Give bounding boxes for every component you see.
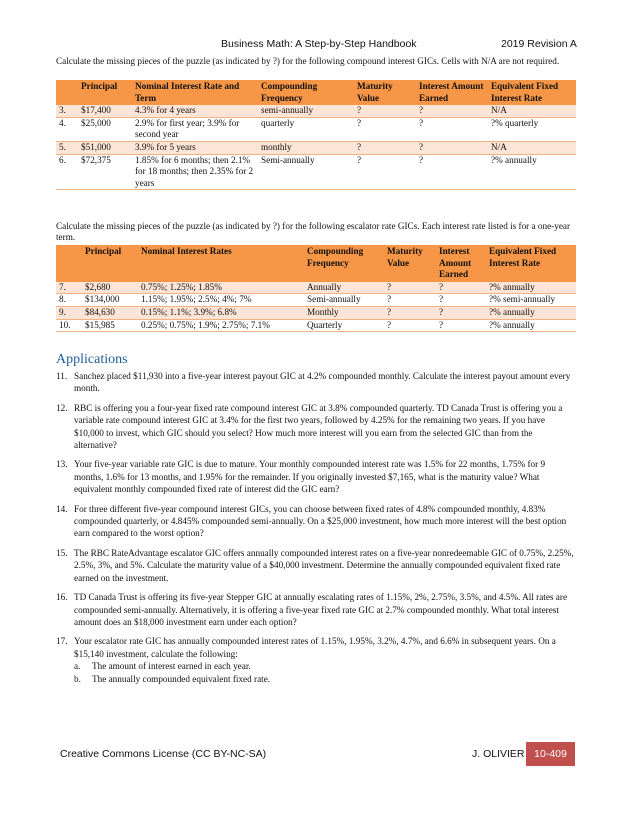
page-footer [0,742,630,766]
col-header [56,245,82,282]
col-header-compounding: Compounding Frequency [258,80,354,105]
cell: 0.15%; 1.1%; 3.9%; 6.8% [138,306,304,319]
escalator-gic-table [56,245,576,332]
table-row [56,294,576,307]
cell: ? [354,141,416,154]
cell: Annually [304,282,384,294]
cell: ?% annually [488,154,576,190]
question-text: Sanchez placed $11,930 into a five-year interest payout GIC at 4.2% compounded monthly. Calculate the interest payout amount every month. [74,371,571,394]
cell: ? [416,117,488,141]
cell: N/A [488,105,576,117]
col-header-maturity: Maturity Value [384,245,436,282]
cell: ? [436,282,486,294]
cell: 1.85% for 6 months; then 2.1% for 18 months; then 2.35% for 2 years [132,154,258,190]
cell: 3. [56,105,78,117]
cell: ?% annually [486,282,576,294]
col-header-equivalent: Equivalent Fixed Interest Rate [486,245,576,282]
table-row [56,154,576,190]
question-16 [56,591,576,628]
subitem-b [74,673,576,685]
cell: $84,630 [82,306,138,319]
question-text: TD Canada Trust is offering its five-year Stepper GIC at annually escalating rates of 1.15%, 2%, 2.75%, 3.5%, and 4.5%. All rates are compounded semi-annually. Alternatively, it is offering a five-year fixed rate GIC at 2.7% compounded monthly. What total interest amount does an $18,000 investment earn under each option? [74,592,568,627]
cell: $72,375 [78,154,132,190]
cell: Monthly [304,306,384,319]
cell: $25,000 [78,117,132,141]
cell: 5. [56,141,78,154]
question-number: 12. [56,402,68,413]
col-header-interest: Interest Amount Earned [436,245,486,282]
cell: 4.3% for 4 years [132,105,258,117]
question-number: 14. [56,503,68,514]
table-row [56,105,576,117]
question-body: Your escalator rate GIC has annually compounded interest rates of 1.15%, 1.95%, 3.2%, 4.7%, and 6.6% in subsequent years. On a $15,140 investment, calculate the following: [74,636,556,659]
cell: ? [436,319,486,332]
cell: ?% annually [486,319,576,332]
cell: ? [354,105,416,117]
cell: Quarterly [304,319,384,332]
section1-intro: Calculate the missing pieces of the puzzle (as indicated by ?) for the following compound interest GICs. Cells with N/A are not required. [56,56,560,66]
question-12 [56,402,576,452]
cell: ?% quarterly [488,117,576,141]
cell: 0.75%; 1.25%; 1.85% [138,282,304,294]
table-row [56,141,576,154]
cell: 4. [56,117,78,141]
cell: $134,000 [82,294,138,307]
cell: ? [416,141,488,154]
cell: ? [384,319,436,332]
cell: ? [384,294,436,307]
question-text: The RBC RateAdvantage escalator GIC offers annually compounded interest rates on a five-year nonredeemable GIC of 0.75%, 2.25%, 2.5%, 3%, and 5%. Calculate the maturity value of a $40,000 investment. Determine the annually compounded equivalent fixed rate earned on the investment. [74,547,574,583]
cell: 3.9% for 5 years [132,141,258,154]
cell: 2.9% for first year; 3.9% for second year [132,117,258,141]
col-header-principal: Principal [78,80,132,105]
cell: 0.25%; 0.75%; 1.9%; 2.75%; 7.1% [138,319,304,332]
col-header-rates: Nominal Interest Rates [138,245,304,282]
table-row [56,117,576,141]
table-header-row [56,245,576,282]
table-row [56,282,576,294]
applications-heading: Applications [56,352,128,367]
cell: monthly [258,141,354,154]
book-title: Business Math: A Step-by-Step Handbook [221,38,417,50]
cell: 7. [56,282,82,294]
cell: ? [436,294,486,307]
col-header-compounding: Compounding Frequency [304,245,384,282]
cell: $51,000 [78,141,132,154]
question-11 [56,370,576,395]
question-text: For three different five-year compound interest GICs, you can choose between fixed rates of 4.8% compounded monthly, 4.83% compounded quarterly, or 4.845% compounded semi-annually. On a $25,000 investment, how much more interest will the best option earn compared to the worst option? [74,503,567,539]
cell: ? [354,117,416,141]
subitem-text: The annually compounded equivalent fixed rate. [92,673,271,684]
question-text: Your five-year variable rate GIC is due to mature. Your monthly compounded interest rate was 1.5% for 22 months, 1.75% for 9 months, 1.6% for 13 months, and 1.95% for the remainder. If you originally invested $7,165, what is the maturity value? What equivalent monthly compounded fixed rate of interest did the GIC earn? [74,459,546,495]
cell: ? [416,154,488,190]
cell: 9. [56,306,82,319]
question-text: RBC is offering you a four-year fixed rate compound interest GIC at 3.8% compounded quarterly. TD Canada Trust is offering you a variable rate compound interest GIC at 3.4% for the first two years, followed by 4.25% for the remaining two years. If you have $10,000 to invest, which GIC should you select? How much more interest will you earn from the selected GIC than from the alternative? [74,402,563,451]
question-17 [56,635,576,685]
page-number: 10-409 [526,742,575,766]
question-number: 11. [56,371,68,381]
cell: Semi-annually [258,154,354,190]
applications-list [56,370,576,685]
cell: ?% semi-annually [486,294,576,307]
cell: ? [436,306,486,319]
cell: $15,985 [82,319,138,332]
col-header-principal: Principal [82,245,138,282]
cell: 8. [56,294,82,307]
col-header-equivalent: Equivalent Fixed Interest Rate [488,80,576,105]
cell: semi-annually [258,105,354,117]
question-14 [56,503,576,540]
cell: $17,400 [78,105,132,117]
question-15 [56,547,576,584]
question-number: 15. [56,547,68,558]
col-header-interest: Interest Amount Earned [416,80,488,105]
cell: ? [416,105,488,117]
cell: ? [384,282,436,294]
author-name: J. OLIVIER [472,748,525,760]
subitem-label: b. [74,673,81,684]
cell: ?% annually [486,306,576,319]
question-number: 13. [56,459,68,470]
subitem-a [74,660,576,672]
table-header-row [56,80,576,105]
cell: ? [354,154,416,190]
question-number: 16. [56,592,68,603]
subitem-text: The amount of interest earned in each year. [92,661,251,672]
license-text: Creative Commons License (CC BY-NC-SA) [60,748,267,760]
cell: Semi-annually [304,294,384,307]
section2-intro: Calculate the missing pieces of the puzzle (as indicated by ?) for the following escalator rate GICs. Each interest rate listed is for a one-year term. [56,221,571,243]
col-header [56,80,78,105]
col-header-maturity: Maturity Value [354,80,416,105]
revision-label: 2019 Revision A [501,38,577,50]
question-number: 17. [56,636,68,647]
question-13 [56,458,576,495]
cell: ? [384,306,436,319]
cell: 6. [56,154,78,190]
cell: 1.15%; 1.95%; 2.5%; 4%; 7% [138,294,304,307]
page-header [0,38,630,52]
cell: $2,680 [82,282,138,294]
table-row [56,306,576,319]
question-text [74,635,576,685]
table-row [56,319,576,332]
cell: quarterly [258,117,354,141]
compound-gic-table [56,80,576,190]
cell: 10. [56,319,82,332]
col-header-rate-term: Nominal Interest Rate and Term [132,80,258,105]
cell: N/A [488,141,576,154]
subitem-label: a. [74,661,81,672]
